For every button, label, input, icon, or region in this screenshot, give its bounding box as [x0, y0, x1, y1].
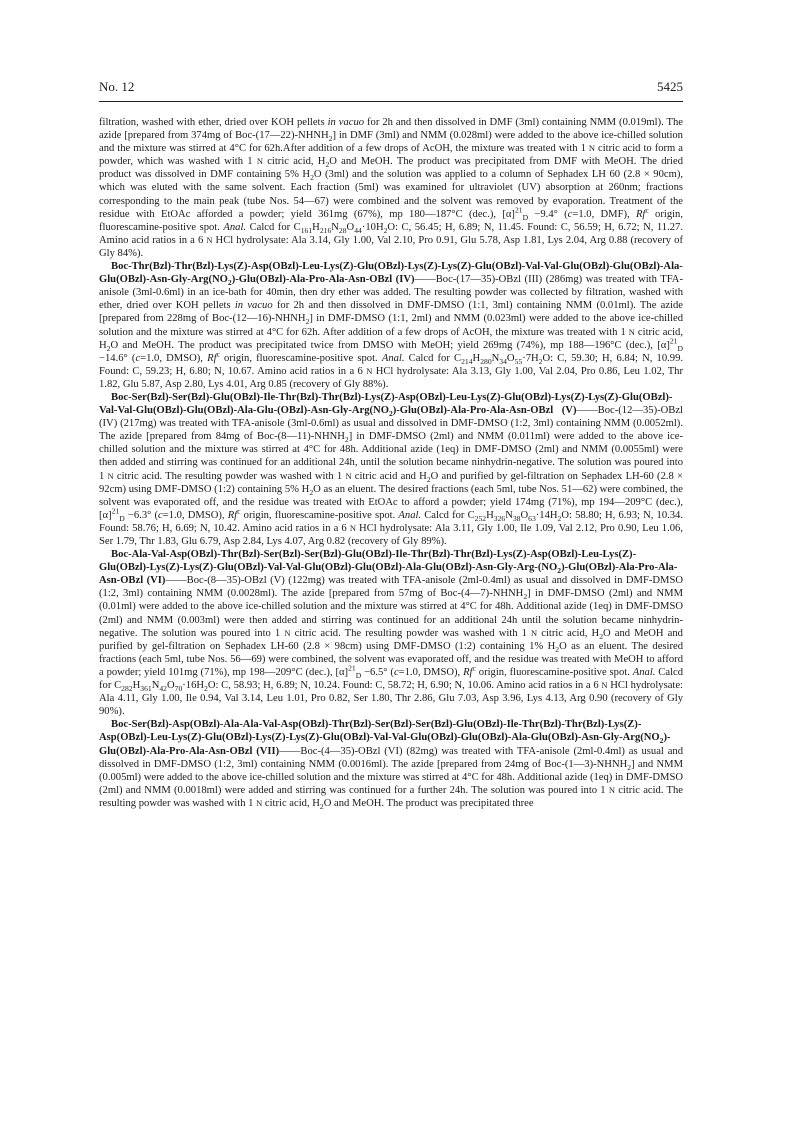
italic-text: in vacuo — [234, 300, 273, 312]
small-cap-text: N — [588, 143, 596, 154]
text-run: ] in DMF-DMSO (2ml) and NMM (0.01ml) were added to the above ice-chilled solution and the mixture was stirred at 4°C for 48h. Additional azide (1eq) in DMF-DMSO (2ml) and NMM (0.003ml) were then added and stirring was continued for an additional 24h until the solution became ninhydrin-negative. The solution was poured into 1 — [99, 588, 683, 639]
text-run: Calcd for C — [421, 509, 475, 521]
text-run: origin, fluorescamine-positive spot. — [219, 352, 382, 364]
small-cap-text: N — [206, 234, 213, 245]
subscript: 2 — [557, 566, 562, 576]
compound-name: )-Glu(OBzl)-Ala-Pro-Ala-Asn-OBzl (IV) — [231, 274, 415, 286]
text-run: O — [506, 352, 515, 364]
italic-text: c — [393, 666, 399, 678]
subscript: 2 — [319, 801, 324, 811]
subscript: 28 — [338, 225, 347, 235]
text-run: origin, fluorescamine-positive spot. — [99, 208, 684, 233]
text-run: ] in DMF (3ml) and NMM (0.028ml) were added to the above ice-chilled solution and the mixture was stirred at 4°C for 62h.After addition of a few drops of AcOH, the mixture was treated with 1 — [99, 130, 683, 155]
subscript: D — [677, 343, 683, 353]
subscript: 361 — [140, 684, 152, 694]
text-run: O — [166, 680, 175, 692]
text-run: H — [486, 509, 494, 521]
compound-name: )-Glu(OBzl)-Ala-Pro-Ala-Asn-OBzl (VII) — [99, 732, 671, 757]
text-run: citric acid, H — [99, 326, 684, 351]
text-run: −14.6° ( — [99, 352, 136, 364]
text-run: O: C, 56.45; H, 6.89; N, 11.45. Found: C, 56.59; H, 6.72; N, 11.27. Amino acid ratios in a 6 — [99, 221, 683, 246]
small-cap-text: N — [531, 627, 538, 638]
text-run: =1.0, DMF), — [572, 208, 636, 220]
italic-text: Anal. — [223, 221, 247, 233]
subscript: 2 — [426, 474, 431, 484]
subscript: 282 — [121, 684, 133, 694]
subscript: D — [355, 671, 362, 681]
article-body — [99, 116, 683, 810]
italic-text: Rf — [463, 666, 473, 678]
text-run: O: C, 59.30; H, 6.84; N, 10.99. Found: C, 59.23; H, 6.80; N, 10.67. Amino acid ratios in a 6 — [99, 352, 684, 377]
small-cap-text: N — [349, 522, 356, 533]
small-cap-text: N — [107, 470, 114, 481]
text-run: ——Boc-(12—35)-OBzl (IV) (217mg) was treated with TFA-anisole (3ml-0.6ml) as usual and dissolved in DMF-DMSO (1:2, 3ml) containing NMM (0.0052ml). The azide [prepared from 84mg of Boc-(8—11)-NHNH — [99, 405, 683, 443]
paragraph-filtration — [99, 116, 683, 260]
text-run: =1.0, DMSO), — [140, 352, 208, 364]
text-run: for 2h and then dissolved in DMF (3ml) containing NMM (0.019ml). The azide [prepared from 374mg of Boc-(17—22)-NHNH — [99, 117, 684, 142]
subscript: 326 — [493, 513, 506, 523]
text-run: O as an eluent. The desired fractions (each 5ml, tube Nos. 51—62) were combined, the solvent was evaporated off, and the residue was treated with EtOAc to afford a powder; yield 174mg (71%), mp 194—209°C (dec.), [α] — [99, 483, 683, 521]
subscript: 2 — [227, 278, 232, 288]
italic-text: Rf — [635, 208, 646, 220]
text-run: N — [491, 352, 500, 364]
italic-text: Rf — [227, 509, 238, 521]
subscript: 63 — [528, 513, 536, 523]
paragraph-compound-vi — [99, 548, 683, 718]
text-run: ——Boc-(4—35)-OBzl (VI) (82mg) was treated with TFA-anisole (2ml-0.4ml) as usual and dissolved in DMF-DMSO (1:2, 3ml) containing NMM (0.0016ml). The azide [prepared from 24mg of Boc-(1—3)-NHNH — [99, 745, 683, 770]
small-cap-text: N — [256, 797, 263, 808]
text-run: O — [520, 509, 529, 521]
text-run: O — [346, 221, 355, 233]
text-run: −6.3° ( — [124, 509, 159, 521]
text-run: ——Boc-(8—35)-OBzl (V) (122mg) was treated with TFA-anisole (2ml-0.4ml) as usual and dissolved in DMF-DMSO (1:2, 3ml) containing NMM (0.0028ml). The azide [prepared from 57mg of Boc-(4—7)-NHNH — [99, 575, 683, 600]
text-run: O and MeOH. The product was precipitated twice from DMSO with MeOH; yield 269mg (74%), mp 188—196°C (dec.), [α] — [110, 339, 670, 351]
subscript: 2 — [659, 736, 664, 746]
text-run: citric acid. The resulting powder was washed with 1 — [290, 627, 532, 639]
subscript: 2 — [627, 762, 632, 772]
subscript: 2 — [204, 684, 208, 694]
subscript: 2 — [325, 160, 330, 170]
superscript: c — [237, 506, 241, 516]
text-run: citric acid to form a powder, which was washed with 1 — [99, 143, 683, 168]
superscript: c — [645, 205, 649, 215]
page-number: 5425 — [657, 79, 683, 94]
italic-text: c — [135, 352, 141, 364]
text-run: origin, fluorescamine-positive spot. — [475, 666, 633, 678]
subscript: 161 — [300, 225, 313, 235]
text-run: citric acid, H — [262, 797, 320, 809]
text-run: Calcd for C — [246, 221, 301, 233]
subscript: 252 — [474, 513, 487, 523]
subscript: 214 — [461, 356, 473, 366]
subscript: 280 — [480, 356, 492, 366]
text-run: O as an eluent. The desired fractions (each 5ml, tube Nos. 56—69) were combined, the solvent was evaporated off, and the residue was treated with MeOH to afford a powder; yield 101mg (71%), mp 198—209°C (dec.), [α] — [99, 640, 684, 678]
text-run: ] in DMF-DMSO (2ml) and NMM (0.011ml) were added to the above ice-chilled solution and the mixture was stirred at 4°C for 48h. Additional azide (1eq) in DMF-DMSO (2ml) and NMM (0.0055ml) were then added and stirring was continued for an additional 24h, until the solution became ninhydrin-negative. The solution was poured into 1 — [99, 431, 683, 482]
text-run: HCl hydrolysate: Ala 4.11, Gly 1.00, Ile 0.94, Val 3.14, Leu 1.01, Pro 0.82, Ser 1.80, Thr 2.86, Glu 7.03, Asp 3.96, Lys 4.13, Arg 0.90 (recovery of Gly 90%). — [99, 680, 683, 718]
text-run: HCl hydrolysate: Ala 3.11, Gly 1.00, Ile 1.09, Val 2.12, Pro 0.90, Leu 1.06, Ser 1.79, Thr 1.83, Glu 6.79, Asp 2.84, Lys 4.07, Arg 0.82 (recovery of Gly 89%). — [99, 522, 683, 547]
text-run: citric acid and H — [351, 470, 427, 482]
text-run: HCl hydrolysate: Ala 3.14, Gly 1.00, Val 2.10, Pro 0.91, Glu 5.78, Asp 1.81, Lys 2.04, Arg 0.88 (recovery of Gly 84%). — [99, 234, 683, 259]
subscript: 2 — [328, 134, 333, 144]
subscript: 2 — [106, 343, 111, 353]
small-cap-text: N — [284, 627, 291, 638]
italic-text: Anal. — [398, 509, 422, 521]
text-run: citric acid, H — [537, 627, 600, 639]
subscript: 70 — [174, 684, 183, 694]
subscript: 44 — [354, 225, 362, 235]
italic-text: Rf — [207, 352, 217, 364]
text-run: H — [312, 221, 320, 233]
compound-name: Boc-Ala-Val-Asp(OBzl)-Thr(Bzl)-Ser(Bzl)-Ser(Bzl)-Glu(OBzl)-Ile-Thr(Bzl)-Thr(Bzl)-Lys(Z)-Asp(OBzl)-Leu-Lys(Z)-Glu(OBzl)-Lys(Z)-Lys(Z)-Glu(OBzl)-Val-Val-Glu(OBzl)-Glu(OBzl)-Ala-Glu(OBzl)-Asn-Gly-Arg-(NO — [99, 549, 637, 574]
superscript: 21 — [348, 663, 356, 673]
text-run: N — [331, 221, 339, 233]
text-run: origin, fluorescamine-positive spot. — [240, 509, 399, 521]
text-run: ] and NMM (0.005ml) were added to the above ice-chilled solution and the mixture was stirred at 4°C for 48h. Additional azide (1eq) in DMF-DMSO (2ml) and NMM (0.0018ml) were added and stirring was continued for a further 24h. The solution was poured into 1 — [99, 758, 683, 796]
subscript: D — [522, 212, 529, 222]
text-run: ·14H — [535, 509, 558, 521]
text-run: Calcd for C — [99, 666, 684, 692]
small-cap-text: N — [628, 326, 635, 337]
subscript: 2 — [310, 173, 314, 183]
text-run: HCl hydrolysate: Ala 3.13, Gly 1.00, Val 2.04, Pro 0.86, Leu 1.02, Thr 1.82, Glu 5.87, Asp 2.80, Lys 4.01, Arg 0.85 (recovery of Gly 88%). — [99, 365, 683, 390]
text-run: −6.5° ( — [361, 666, 394, 678]
compound-name: Boc-Thr(Bzl)-Thr(Bzl)-Lys(Z)-Asp(OBzl)-Leu-Lys(Z)-Glu(OBzl)-Lys(Z)-Lys(Z)-Glu(OBzl)-Val-Val-Glu(OBzl)-Glu(OBzl)-Ala-Glu(OBzl)-Asn-Gly-Arg(NO — [99, 261, 683, 286]
subscript: 2 — [523, 592, 528, 602]
text-run: O and MeOH and purified by gel-filtration on Sephadex LH-60 (2.8 × 98cm) using DMF-DMSO (1:2) containing 1% H — [99, 627, 683, 652]
paragraph-compound-iv — [99, 260, 683, 391]
italic-text: Anal. — [632, 666, 656, 678]
italic-text: Anal. — [381, 352, 405, 364]
text-run: =1.0, DMSO), — [398, 666, 464, 678]
text-run: O: C, 58.93; H, 6.89; N, 10.24. Found: C, 58.72; H, 6.90; N, 10.06. Amino acid ratios in a 6 — [207, 680, 602, 692]
text-run: ] in DMF-DMSO (1:1, 2ml) and NMM (0.023ml) were added to the above ice-chilled solution and the mixture was stirred at 4°C for 62h. After addition of a few drops of AcOH, the mixture was treated with 1 — [99, 313, 683, 338]
small-cap-text: N — [608, 784, 615, 795]
subscript: 2 — [599, 631, 603, 641]
compound-name: Boc-Ser(Bzl)-Asp(OBzl)-Ala-Ala-Val-Asp(OBzl)-Thr(Bzl)-Ser(Bzl)-Ser(Bzl)-Glu(OBzl)-Ile-Thr(Bzl)-Thr(Bzl)-Lys(Z)-Asp(OBzl)-Leu-Lys(Z)-Glu(OBzl)-Lys(Z)-Lys(Z)-Glu(OBzl)-Val-Val-Glu(OBzl)-Glu(OBzl)-Ala-Glu(OBzl)-Asn-Gly-Arg(NO — [99, 719, 660, 744]
text-run: O and MeOH. The product was precipitated three — [323, 797, 534, 809]
text-run: −9.4° ( — [528, 208, 568, 220]
text-run: O and MeOH. The product was precipitated from DMF with MeOH. The dried product was dissolved in DMF containing 5% H — [99, 156, 683, 181]
superscript: c — [472, 663, 476, 673]
text-run: filtration, washed with ether, dried over KOH pellets — [99, 117, 328, 128]
subscript: 55 — [514, 356, 523, 366]
text-run: O (3ml) and the solution was applied to a column of Sephadex LH 60 (2.8 × 90cm), which was eluted with the same solvent. Each fraction (5ml) was examined for ultraviolet (UV) absorption at 260nm; fractions corresponding to the main peak (tube Nos. 54—67) were combined and the solvent was removed by evaporation. Treatment of the residue with EtOAc afforded a powder; yield 361mg (67%), mp 180—187°C (dec.), [α] — [99, 169, 684, 220]
text-run: for 2h and then dissolved in DMF-DMSO (1:1, 3ml) containing NMM (0.01ml). The azide [prepared from 228mg of Boc-(12—16)-NHNH — [99, 300, 684, 325]
issue-number: No. 12 — [99, 79, 135, 94]
subscript: 2 — [344, 435, 349, 445]
text-run: Calcd for C — [404, 352, 462, 364]
small-cap-text: N — [366, 365, 373, 376]
subscript: 38 — [512, 513, 521, 523]
subscript: 2 — [557, 513, 562, 523]
small-cap-text: N — [256, 156, 263, 167]
subscript: 2 — [388, 409, 393, 419]
subscript: 2 — [538, 356, 543, 366]
compound-name: )-Glu(OBzl)-Ala-Pro-Ala-Asn-OBzl (V) — [392, 405, 577, 417]
superscript: 21 — [669, 336, 678, 346]
text-run: ——Boc-(17—35)-OBzl (III) (286mg) was treated with TFA-anisole (3ml-0.6ml) in an ice-bath for 40min, then dry ether was added. The resulting powder was collected by filtration, washed with ether, dried over KOH pellets — [99, 274, 683, 312]
text-run: N — [505, 509, 513, 521]
text-run: H — [132, 680, 141, 692]
running-header — [99, 79, 683, 102]
small-cap-text: N — [345, 470, 352, 481]
subscript: 42 — [159, 684, 167, 694]
text-run: citric acid. The resulting powder was washed with 1 — [113, 470, 346, 482]
paragraph-compound-vii — [99, 718, 683, 810]
text-run: citric acid. The resulting powder was washed with 1 — [99, 784, 683, 809]
small-cap-text: N — [601, 680, 608, 691]
subscript: D — [119, 513, 125, 523]
superscript: c — [216, 349, 220, 359]
text-run: H — [472, 352, 481, 364]
text-run: =1.0, DMSO), — [162, 509, 228, 521]
paragraph-compound-v — [99, 391, 683, 548]
compound-name: Boc-Ser(Bzl)-Ser(Bzl)-Glu(OBzl)-Ile-Thr(Bzl)-Thr(Bzl)-Lys(Z)-Asp(OBzl)-Leu-Lys(Z)-Glu(OBzl)-Lys(Z)-Lys(Z)-Glu(OBzl)-Val-Val-Glu(OBzl)-Glu(OBzl)-Ala-Glu-(OBzl)-Asn-Gly-Arg(NO — [99, 391, 673, 417]
subscript: 216 — [319, 225, 332, 235]
subscript: 34 — [499, 356, 507, 366]
text-run: O: 58.80; H, 6.93; N, 10.34. Found: 58.76; H, 6.69; N, 10.42. Amino acid ratios in a 6 — [99, 509, 684, 534]
text-run: O and purified by gel-filtration on Sephadex LH-60 (2.8 × 92cm) using DMF-DMSO (1:2) containing 5% H — [99, 470, 684, 495]
text-run: ·10H — [361, 221, 384, 233]
superscript: 21 — [111, 506, 120, 516]
italic-text: in vacuo — [327, 117, 365, 128]
text-run: ·16H — [182, 680, 205, 692]
text-run: N — [151, 680, 160, 692]
subscript: 2 — [555, 644, 560, 654]
subscript: 2 — [305, 317, 310, 327]
text-run: citric acid, H — [262, 156, 326, 168]
italic-text: c — [158, 509, 163, 521]
superscript: 21 — [514, 205, 523, 215]
subscript: 2 — [309, 487, 314, 497]
italic-text: c — [567, 208, 573, 220]
subscript: 2 — [383, 225, 388, 235]
compound-name: )-Glu(OBzl)-Ala-Pro-Ala-Asn-OBzl (VI) — [99, 562, 678, 587]
text-run: ·7H — [522, 352, 539, 364]
